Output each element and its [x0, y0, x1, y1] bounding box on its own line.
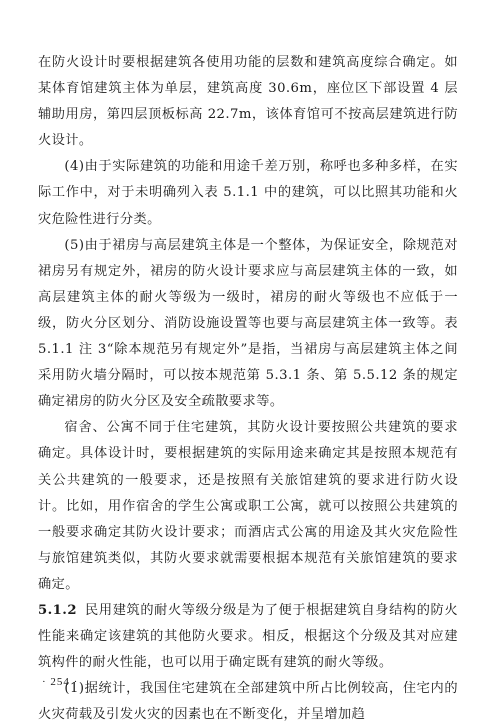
paragraph-1: 在防火设计时要根据建筑各使用功能的层数和建筑高度综合确定。如某体育馆建筑主体为单层，建筑高度 30.6m，座位区下部设置 4 层辅助用房，第四层顶板标高 22.7m，该体育馆可不按高层建筑进行防火设计。	[38, 55, 458, 149]
paragraph-2: (4)由于实际建筑的功能和用途千差万别，称呼也多种多样，在实际工作中，对于未明确列入表 5.1.1 中的建筑，可以比照其功能和火灾危险性进行分类。	[38, 159, 458, 227]
section-5-1-2	[38, 598, 458, 676]
section-number: 5.1.2	[38, 602, 77, 618]
page-number: · 254 ·	[42, 676, 79, 688]
section-text: 民用建筑的耐火等级分级是为了便于根据建筑自身结构的防火性能来确定该建筑的其他防火要求。相反，根据这个分级及其对应建筑构件的耐火性能，也可以用于确定既有建筑的耐火等级。	[38, 602, 458, 671]
paragraph-3: (5)由于裙房与高层建筑主体是一个整体，为保证安全，除规范对裙房另有规定外，裙房的防火设计要求应与高层建筑主体的一致，如高层建筑主体的耐火等级为一级时，裙房的耐火等级也不应低于一级，防火分区划分、消防设施设置等也要与高层建筑主体一致等。表 5.1.1 注 3“除本规范另有规定外”是指，当裙房与高层建筑主体之间采用防火墙分隔时，可以按本规范第 5.3.1 条、第 5.5.12 条的规定确定裙房的防火分区及安全疏散要求等。	[38, 237, 458, 410]
paragraph-4: 宿舍、公寓不同于住宅建筑，其防火设计要按照公共建筑的要求确定。具体设计时，要根据建筑的实际用途来确定其是按照本规范有关公共建筑的一般要求，还是按照有关旅馆建筑的要求进行防火设计。比如，用作宿舍的学生公寓或职工公寓，就可以按照公共建筑的一般要求确定其防火设计要求；而酒店式公寓的用途及其火灾危险性与旅馆建筑类似，其防火要求就需要根据本规范有关旅馆建筑的要求确定。	[38, 420, 458, 592]
page-body	[38, 50, 458, 728]
paragraph-last: (1)据统计，我国住宅建筑在全部建筑中所占比例较高，住宅内的火灾荷载及引发火灾的因素也在不断变化，并呈增加趋	[38, 681, 458, 723]
